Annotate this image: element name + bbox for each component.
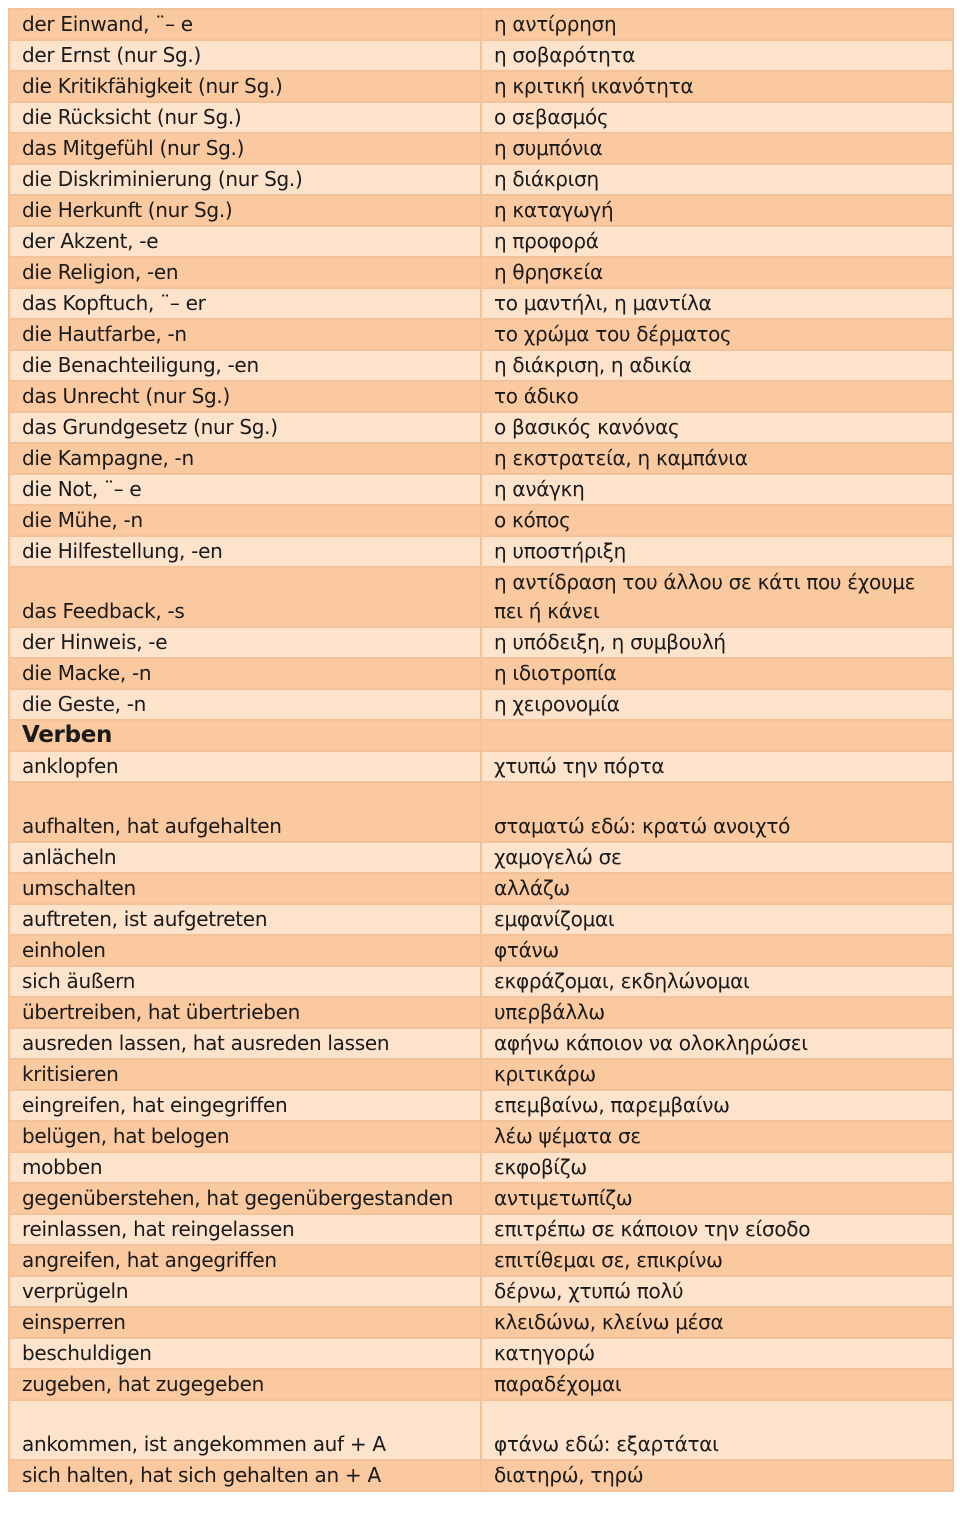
greek-translation: η υποστήριξη — [481, 536, 953, 567]
german-term: eingreifen, hat eingegriffen — [9, 1090, 481, 1121]
german-term: die Kampagne, -n — [9, 443, 481, 474]
german-term: die Religion, -en — [9, 257, 481, 288]
greek-translation: αντιμετωπίζω — [481, 1183, 953, 1214]
greek-translation: η ιδιοτροπία — [481, 658, 953, 689]
vocab-row — [9, 904, 953, 935]
greek-translation: η καταγωγή — [481, 195, 953, 226]
greek-translation: διατηρώ, τηρώ — [481, 1460, 953, 1491]
german-term: reinlassen, hat reingelassen — [9, 1214, 481, 1245]
greek-translation: σταματώ εδώ: κρατώ ανοιχτό — [481, 782, 953, 842]
vocabulary-table — [8, 8, 954, 1492]
greek-translation: λέω ψέματα σε — [481, 1121, 953, 1152]
vocab-row — [9, 257, 953, 288]
vocab-row — [9, 9, 953, 40]
vocab-row — [9, 1460, 953, 1491]
greek-translation: το μαντήλι, η μαντίλα — [481, 288, 953, 319]
german-term: beschuldigen — [9, 1338, 481, 1369]
german-term: sich äußern — [9, 966, 481, 997]
german-term: übertreiben, hat übertrieben — [9, 997, 481, 1028]
greek-translation: η χειρονομία — [481, 689, 953, 720]
german-term: sich halten, hat sich gehalten an + A — [9, 1460, 481, 1491]
german-term: mobben — [9, 1152, 481, 1183]
greek-translation: εκφοβίζω — [481, 1152, 953, 1183]
german-term: die Macke, -n — [9, 658, 481, 689]
vocab-row — [9, 195, 953, 226]
german-term: ankommen, ist angekommen auf + A — [9, 1400, 481, 1460]
german-term: die Diskriminierung (nur Sg.) — [9, 164, 481, 195]
greek-translation: φτάνω — [481, 935, 953, 966]
vocab-row — [9, 536, 953, 567]
german-term: die Hilfestellung, -en — [9, 536, 481, 567]
german-term: aufhalten, hat aufgehalten — [9, 782, 481, 842]
section-heading: Verben — [9, 720, 481, 751]
german-term: der Akzent, -e — [9, 226, 481, 257]
vocab-row — [9, 1338, 953, 1369]
german-term: ausreden lassen, hat ausreden lassen — [9, 1028, 481, 1059]
german-term: angreifen, hat angegriffen — [9, 1245, 481, 1276]
vocab-row — [9, 1245, 953, 1276]
greek-translation: η αντίρρηση — [481, 9, 953, 40]
vocab-row — [9, 627, 953, 658]
german-term: kritisieren — [9, 1059, 481, 1090]
vocab-row — [9, 133, 953, 164]
greek-translation: εμφανίζομαι — [481, 904, 953, 935]
vocab-row — [9, 1183, 953, 1214]
german-term: einsperren — [9, 1307, 481, 1338]
vocab-row — [9, 567, 953, 627]
german-term: die Benachteiligung, -en — [9, 350, 481, 381]
greek-translation: η κριτική ικανότητα — [481, 71, 953, 102]
vocab-row — [9, 164, 953, 195]
german-term: verprügeln — [9, 1276, 481, 1307]
vocab-row — [9, 412, 953, 443]
vocab-row — [9, 658, 953, 689]
vocab-row — [9, 443, 953, 474]
german-term: gegenüberstehen, hat gegenübergestanden — [9, 1183, 481, 1214]
german-term: der Einwand, ¨– e — [9, 9, 481, 40]
section-heading-row — [9, 720, 953, 751]
vocab-row — [9, 1307, 953, 1338]
vocabulary-table-body — [9, 9, 953, 1491]
vocab-row — [9, 1090, 953, 1121]
greek-translation: κατηγορώ — [481, 1338, 953, 1369]
vocab-row — [9, 1400, 953, 1460]
german-term: die Hautfarbe, -n — [9, 319, 481, 350]
greek-translation: υπερβάλλω — [481, 997, 953, 1028]
german-term: das Mitgefühl (nur Sg.) — [9, 133, 481, 164]
greek-translation: ο βασικός κανόνας — [481, 412, 953, 443]
vocab-row — [9, 873, 953, 904]
vocab-row — [9, 689, 953, 720]
vocab-row — [9, 474, 953, 505]
german-term: der Hinweis, -e — [9, 627, 481, 658]
greek-translation: η εκστρατεία, η καμπάνια — [481, 443, 953, 474]
german-term: auftreten, ist aufgetreten — [9, 904, 481, 935]
greek-translation: η θρησκεία — [481, 257, 953, 288]
greek-translation: κλειδώνω, κλείνω μέσα — [481, 1307, 953, 1338]
greek-translation: η συμπόνια — [481, 133, 953, 164]
vocab-row — [9, 1369, 953, 1400]
german-term: das Unrecht (nur Sg.) — [9, 381, 481, 412]
vocab-row — [9, 1121, 953, 1152]
german-term: anklopfen — [9, 751, 481, 782]
vocab-row — [9, 997, 953, 1028]
vocab-row — [9, 842, 953, 873]
greek-translation: η διάκριση — [481, 164, 953, 195]
greek-translation: επεμβαίνω, παρεμβαίνω — [481, 1090, 953, 1121]
german-term: die Mühe, -n — [9, 505, 481, 536]
greek-translation: η ανάγκη — [481, 474, 953, 505]
greek-translation: χτυπώ την πόρτα — [481, 751, 953, 782]
vocab-row — [9, 71, 953, 102]
greek-translation: αφήνω κάποιον να ολοκληρώσει — [481, 1028, 953, 1059]
greek-translation: παραδέχομαι — [481, 1369, 953, 1400]
greek-translation: δέρνω, χτυπώ πολύ — [481, 1276, 953, 1307]
vocab-row — [9, 350, 953, 381]
vocab-row — [9, 40, 953, 71]
german-term: die Geste, -n — [9, 689, 481, 720]
greek-translation: κριτικάρω — [481, 1059, 953, 1090]
german-term: die Herkunft (nur Sg.) — [9, 195, 481, 226]
greek-translation: αλλάζω — [481, 873, 953, 904]
greek-translation: ο κόπος — [481, 505, 953, 536]
greek-translation: επιτίθεμαι σε, επικρίνω — [481, 1245, 953, 1276]
greek-translation: ο σεβασμός — [481, 102, 953, 133]
german-term: belügen, hat belogen — [9, 1121, 481, 1152]
vocab-row — [9, 381, 953, 412]
greek-translation: η προφορά — [481, 226, 953, 257]
greek-translation: το χρώμα του δέρματος — [481, 319, 953, 350]
vocab-row — [9, 102, 953, 133]
greek-translation: χαμογελώ σε — [481, 842, 953, 873]
greek-translation: το άδικο — [481, 381, 953, 412]
vocab-row — [9, 1214, 953, 1245]
vocab-row — [9, 1276, 953, 1307]
german-term: das Grundgesetz (nur Sg.) — [9, 412, 481, 443]
vocab-row — [9, 782, 953, 842]
german-term: anlächeln — [9, 842, 481, 873]
vocab-row — [9, 505, 953, 536]
vocab-row — [9, 1152, 953, 1183]
greek-translation: η διάκριση, η αδικία — [481, 350, 953, 381]
german-term: der Ernst (nur Sg.) — [9, 40, 481, 71]
greek-translation: η αντίδραση του άλλου σε κάτι που έχουμε πει ή κάνει — [481, 567, 953, 627]
greek-translation — [481, 720, 953, 751]
german-term: die Not, ¨– e — [9, 474, 481, 505]
german-term: die Rücksicht (nur Sg.) — [9, 102, 481, 133]
german-term: zugeben, hat zugegeben — [9, 1369, 481, 1400]
vocab-row — [9, 935, 953, 966]
vocab-row — [9, 1059, 953, 1090]
vocab-row — [9, 751, 953, 782]
vocab-row — [9, 319, 953, 350]
greek-translation: επιτρέπω σε κάποιον την είσοδο — [481, 1214, 953, 1245]
german-term: das Feedback, -s — [9, 567, 481, 627]
german-term: einholen — [9, 935, 481, 966]
greek-translation: εκφράζομαι, εκδηλώνομαι — [481, 966, 953, 997]
vocab-row — [9, 1028, 953, 1059]
greek-translation: η υπόδειξη, η συμβουλή — [481, 627, 953, 658]
vocab-row — [9, 288, 953, 319]
greek-translation: φτάνω εδώ: εξαρτάται — [481, 1400, 953, 1460]
vocab-row — [9, 966, 953, 997]
german-term: das Kopftuch, ¨– er — [9, 288, 481, 319]
vocab-row — [9, 226, 953, 257]
german-term: die Kritikfähigkeit (nur Sg.) — [9, 71, 481, 102]
greek-translation: η σοβαρότητα — [481, 40, 953, 71]
german-term: umschalten — [9, 873, 481, 904]
